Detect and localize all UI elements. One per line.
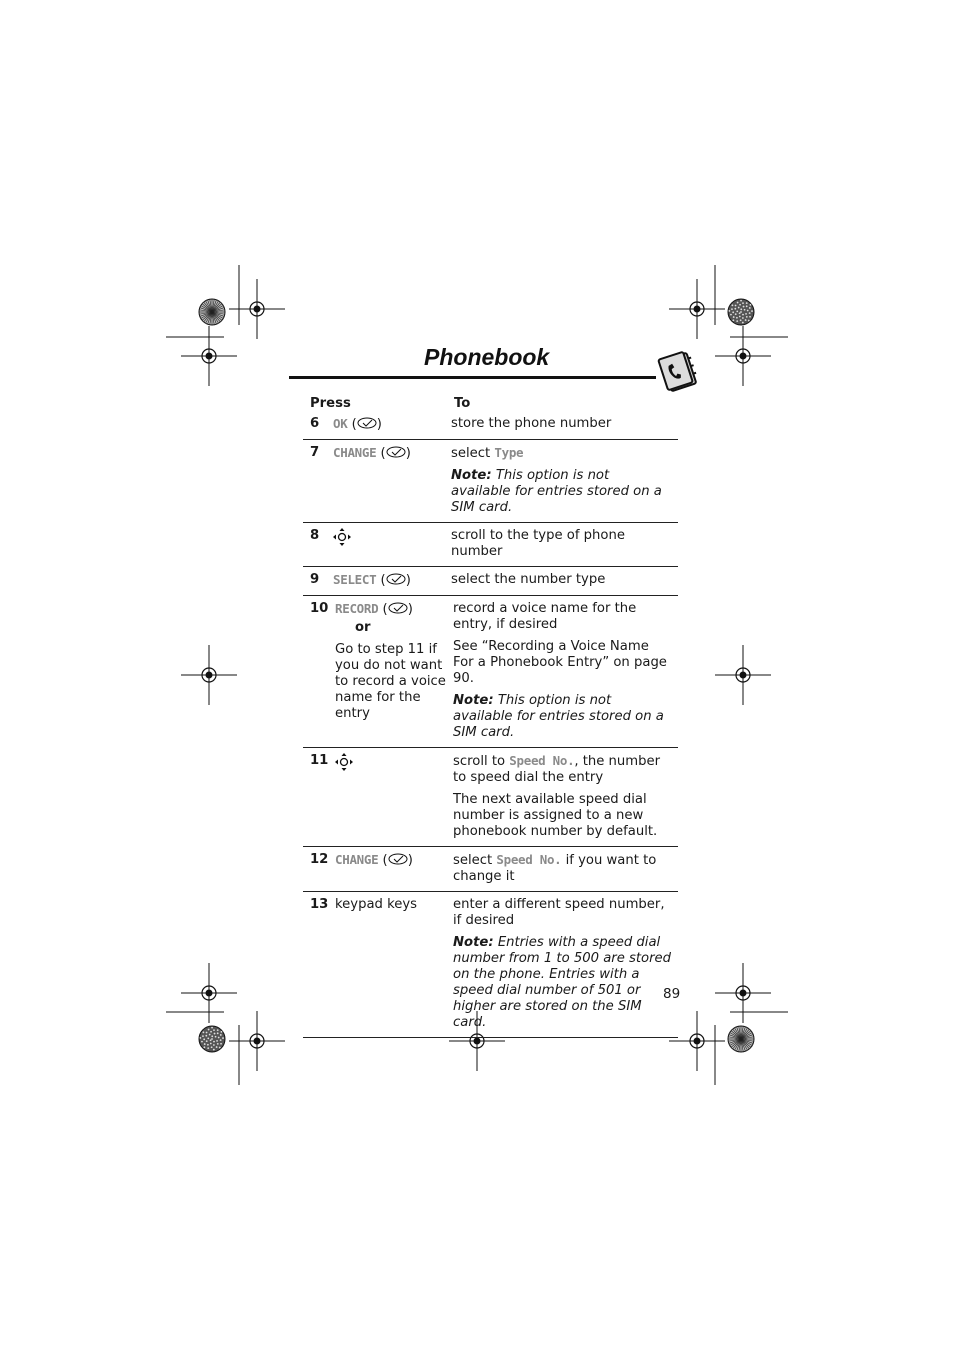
step-number: 12 (310, 852, 329, 867)
to-cell (453, 753, 678, 840)
nav-key-icon (333, 528, 351, 546)
change-key-label: CHANGE (333, 445, 377, 460)
table-row (303, 748, 678, 847)
crosshair-mark (715, 645, 771, 705)
paren-open: ( (347, 417, 357, 432)
step-action: store the phone number (451, 416, 612, 431)
speed-no-key-label: Speed No. (496, 852, 562, 867)
cross-reference: See “Recording a Voice Name For a Phonebook Entry” on page 90. (453, 639, 667, 686)
page-number: 89 (663, 986, 681, 1002)
nav-key-icon (335, 753, 353, 771)
select-key-label: SELECT (333, 572, 377, 587)
press-cell (335, 601, 453, 741)
crosshair-mark (229, 1011, 285, 1071)
table-row (303, 523, 678, 567)
halftone-mark (199, 1026, 225, 1052)
to-cell (453, 601, 678, 741)
step-action: scroll to Speed No., the number to speed dial the entry (453, 753, 660, 785)
crosshair-mark (181, 645, 237, 705)
step-number: 8 (310, 528, 320, 543)
change-key-label: CHANGE (335, 852, 379, 867)
note: Note: This option is not available for entries stored on a SIM card. (451, 468, 662, 515)
to-cell (451, 572, 676, 589)
table-row (303, 596, 678, 748)
paren-close: ) (405, 446, 411, 461)
paren-close: ) (407, 602, 413, 617)
crosshair-mark (715, 963, 771, 1023)
step-action: select Type (451, 445, 524, 461)
paren-open: ( (378, 602, 388, 617)
record-key-label: RECORD (335, 601, 379, 616)
keypad-keys-label: keypad keys (335, 897, 418, 912)
crosshair-mark (181, 963, 237, 1023)
to-cell (453, 897, 681, 1031)
paren-close: ) (407, 853, 413, 868)
press-cell (333, 572, 451, 589)
table-row (303, 847, 678, 892)
crosshair-mark (229, 279, 285, 339)
phonebook-icon (654, 348, 704, 396)
step-number: 10 (310, 601, 329, 616)
step-action: record a voice name for the entry, if desired (453, 601, 637, 632)
right-soft-key-icon (386, 573, 406, 585)
title-rule (289, 376, 656, 379)
starburst-mark (199, 299, 225, 325)
step-action: scroll to the type of phone number (451, 528, 625, 559)
column-header-press: Press (310, 396, 351, 411)
press-cell (333, 528, 451, 560)
right-soft-key-icon (388, 602, 408, 614)
press-cell (335, 753, 453, 840)
paren-close: ) (405, 573, 411, 588)
right-soft-key-icon (386, 446, 406, 458)
step-detail: The next available speed dial number is assigned to a new phonebook number by default. (453, 792, 658, 839)
starburst-mark (728, 1026, 754, 1052)
press-cell (335, 852, 453, 885)
column-header-to: To (454, 396, 471, 411)
step-number: 7 (310, 445, 320, 460)
press-cell (333, 445, 451, 516)
crosshair-mark (669, 279, 725, 339)
table-header (303, 396, 678, 414)
press-cell (333, 416, 451, 433)
steps-table (303, 396, 681, 1038)
or-separator: or (355, 620, 371, 635)
table-row (303, 567, 678, 596)
paren-close: ) (376, 417, 382, 432)
step-number: 13 (310, 897, 329, 912)
table-row (303, 892, 681, 1038)
page-title: Phonebook (424, 344, 550, 370)
to-cell (451, 528, 676, 560)
right-soft-key-icon (388, 853, 408, 865)
right-soft-key-icon (357, 417, 377, 429)
step-number: 6 (310, 416, 320, 431)
to-cell (451, 445, 676, 516)
step-action: select Speed No. if you want to change it (453, 852, 657, 884)
to-cell (453, 852, 678, 885)
table-row (303, 440, 678, 523)
paren-open: ( (378, 853, 388, 868)
step-action: select the number type (451, 572, 606, 587)
ok-key-label: OK (333, 416, 348, 431)
crosshair-mark (715, 326, 771, 386)
speed-no-key-label: Speed No. (509, 753, 575, 768)
note: Note: This option is not available for entries stored on a SIM card. (453, 693, 664, 740)
step-number: 11 (310, 753, 329, 768)
step-number: 9 (310, 572, 320, 587)
paren-open: ( (376, 446, 386, 461)
paren-open: ( (376, 573, 386, 588)
table-row (303, 414, 678, 440)
type-key-label: Type (494, 445, 524, 460)
to-cell (451, 416, 676, 433)
press-cell (335, 897, 453, 1031)
step-action: enter a different speed number, if desired (453, 897, 665, 928)
alternative-action: Go to step 11 if you do not want to record a voice name for the entry (335, 642, 446, 721)
halftone-mark (728, 299, 754, 325)
note: Note: Entries with a speed dial number from 1 to 500 are stored on the phone. Entries with a speed dial number of 501 or higher are stored on the SIM card. (453, 935, 672, 1030)
crosshair-mark (181, 326, 237, 386)
